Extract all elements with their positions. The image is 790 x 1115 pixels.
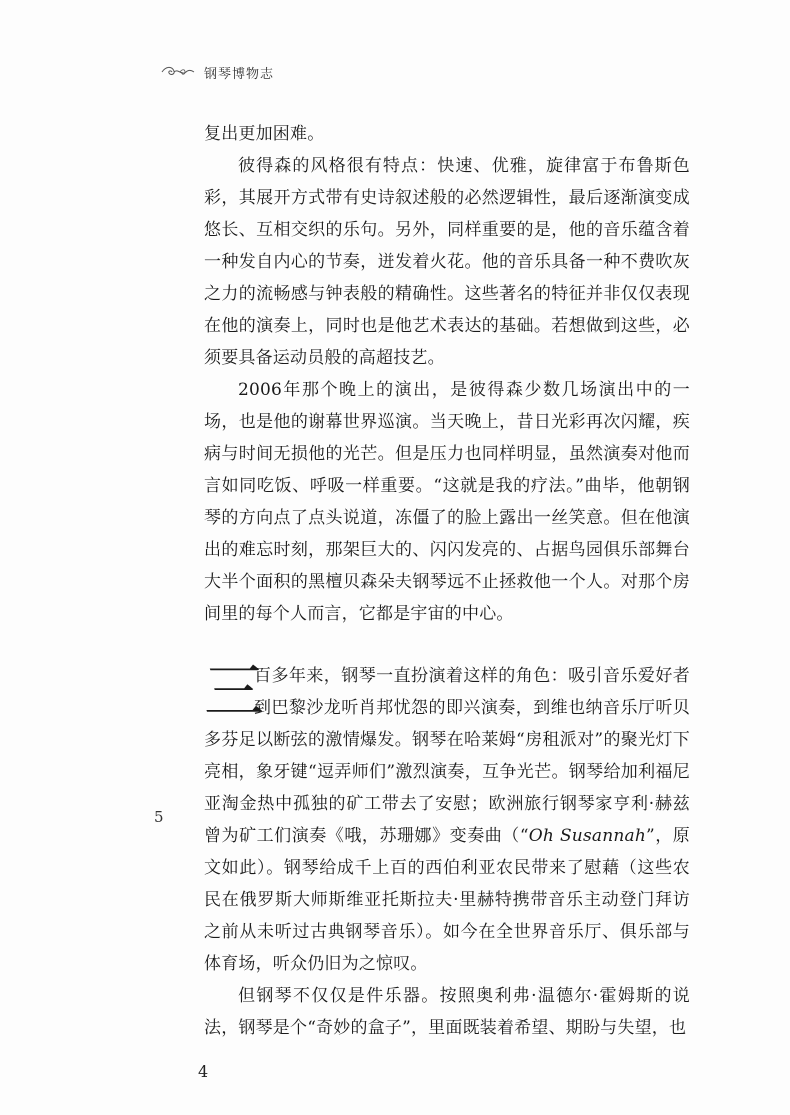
paragraph-2: 彼得森的风格很有特点：快速、优雅，旋律富于布鲁斯色彩，其展开方式带有史诗叙述般的必然逻辑性，最后逐渐演变成悠长、互相交织的乐句。另外，同样重要的是，他的音乐蕴含着一种发自内心的节奏，迸发着火花。他的音乐具备一种不费吹灰之力的流畅感与钟表般的精确性。这些著名的特征并非仅仅表现在他的演奏上，同时也是他艺术表达的基础。若想做到这些，必须要具备运动员般的高超技艺。 [204,156,690,368]
section-break [204,630,690,660]
paragraph-4-text-b: ”，原文如此）。钢琴给成千上百的西伯利亚农民带来了慰藉（这些农民在俄罗斯大师斯维亚托斯拉夫·里赫特携带音乐主动登门拜访之前从未听过古典钢琴音乐）。如今在全世界音乐厅、俱乐部与体育场，听众仍旧为之惊叹。 [204,826,690,974]
page-number: 4 [198,1062,209,1081]
running-head-title: 钢琴博物志 [204,66,275,82]
paragraph-3: 2006年那个晚上的演出，是彼得森少数几场演出中的一场，也是他的谢幕世界巡演。当天晚上，昔日光彩再次闪耀，疾病与时间无损他的光芒。但是压力也同样明显，虽然演奏对他而言如同吃饭、呼吸一样重要。“这就是我的疗法。”曲毕，他朝钢琴的方向点了点头说道，冻僵了的脸上露出一丝笑意。但在他演出的难忘时刻，那架巨大的、闪闪发亮的、占据鸟园俱乐部舞台大半个面积的黑檀贝森朵夫钢琴远不止拯救他一个人。对那个房间里的每个人而言，它都是宇宙的中心。 [204,380,690,624]
margin-note-number: 5 [154,808,164,826]
paragraph-1: 复出更加困难。 [204,124,325,144]
body-text [204,118,690,1044]
flourish-ornament-icon [160,65,196,79]
drop-cap: 三 [204,657,265,727]
paragraph-4 [204,657,690,980]
song-title-italic: Oh Susannah [528,826,646,846]
paragraph-4-text-a: 百多年来，钢琴一直扮演着这样的角色：吸引音乐爱好者到巴黎沙龙听肖邦忧怨的即兴演奏，到维也纳音乐厅听贝多芬足以断弦的激情爆发。钢琴在哈莱姆“房租派对”的聚光灯下亮相，象牙键“逗弄师们”激烈演奏，互争光芒。钢琴给加利福尼亚淘金热中孤独的矿工带去了安慰；欧洲旅行钢琴家亨利·赫兹曾为矿工们演奏《哦，苏珊娜》变奏曲（“ [204,666,690,846]
paragraph-5: 但钢琴不仅仅是件乐器。按照奥利弗·温德尔·霍姆斯的说法，钢琴是个“奇妙的盒子”，里面既装着希望、期盼与失望，也 [204,986,690,1038]
running-head [160,60,274,84]
